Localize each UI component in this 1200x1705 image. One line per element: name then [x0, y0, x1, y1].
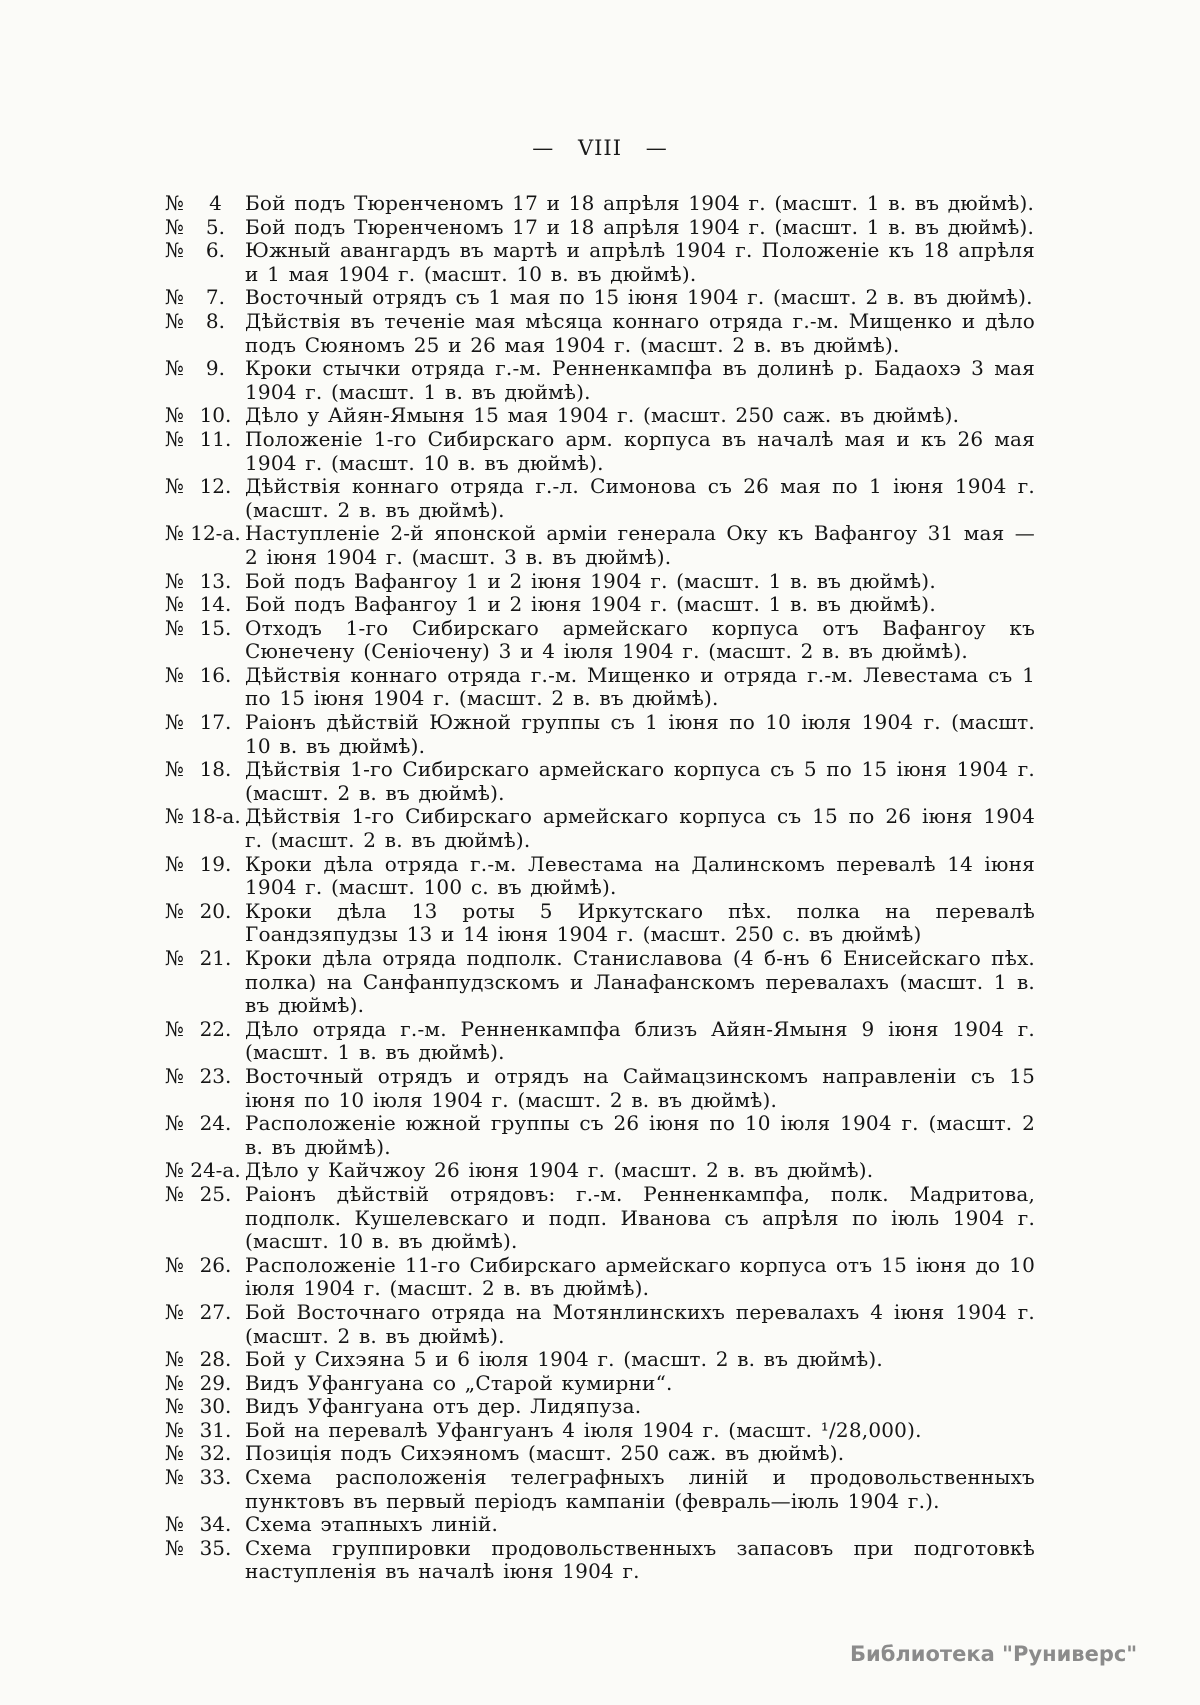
item-text: Дѣло у Кайчжоу 26 іюня 1904 г. (масшт. 2 в. въ дюймѣ).: [245, 1158, 874, 1183]
list-item: [165, 947, 1035, 1018]
item-number-cell: [165, 1112, 245, 1136]
item-number-cell: [165, 216, 245, 240]
list-item: [165, 475, 1035, 522]
item-number-cell: [165, 1301, 245, 1325]
numero-sign: №: [165, 1465, 184, 1490]
numero-sign: №: [165, 1299, 184, 1324]
item-number-cell: [165, 1466, 245, 1490]
item-number-cell: [165, 357, 245, 381]
list-item: [165, 1301, 1035, 1348]
list-item: [165, 286, 1035, 310]
item-text: Бой подъ Тюренченомъ 17 и 18 апрѣля 1904 г. (масшт. 1 в. въ дюймѣ).: [245, 214, 1035, 239]
item-number-cell: [165, 1537, 245, 1561]
item-text: Схема этапныхъ линій.: [245, 1512, 499, 1537]
list-item: [165, 570, 1035, 594]
item-text: Бой на перевалѣ Уфангуанъ 4 іюля 1904 г. (масшт. ¹/28,000).: [245, 1417, 922, 1442]
list-item: [165, 216, 1035, 240]
list-item: [165, 1442, 1035, 1466]
numero-sign: №: [165, 308, 184, 333]
item-text: Видъ Уфангуана отъ дер. Лидяпуза.: [245, 1394, 642, 1419]
list-item: [165, 192, 1035, 216]
item-number: 32.: [199, 1441, 232, 1466]
numero-sign: №: [165, 1417, 184, 1442]
item-text: Дѣйствія коннаго отряда г.-л. Симонова съ 26 мая по 1 іюня 1904 г. (масшт. 2 в. въ дюймѣ).: [245, 474, 1035, 522]
item-text: Бой Восточнаго отряда на Мотянлинскихъ перевалахъ 4 іюня 1904 г. (масшт. 2 в. въ дюймѣ).: [245, 1299, 1035, 1348]
item-text: Видъ Уфангуана со „Старой кумирни“.: [245, 1370, 673, 1395]
item-number: 7.: [205, 285, 226, 310]
list-item: [165, 1183, 1035, 1254]
item-text: Схема расположенія телеграфныхъ линій и продовольственныхъ пунктовъ въ первый періодъ кампаніи (февраль—іюль 1904 г.).: [245, 1465, 1035, 1513]
item-number-cell: [165, 1419, 245, 1443]
list-item: [165, 711, 1035, 758]
item-number-cell: [165, 947, 245, 971]
item-number-cell: [165, 286, 245, 310]
item-text: Схема группировки продовольственныхъ запасовъ при подготовкѣ наступленія въ началѣ іюня 1904 г.: [245, 1535, 1035, 1584]
item-number-cell: [165, 1159, 245, 1183]
numero-sign: №: [165, 1370, 184, 1395]
numero-sign: №: [165, 757, 184, 782]
item-number: 25.: [199, 1181, 232, 1206]
numero-sign: №: [165, 592, 184, 617]
numero-sign: №: [165, 1063, 184, 1088]
item-number: 31.: [199, 1417, 232, 1442]
item-number: 13.: [199, 568, 232, 593]
item-text: Бой у Сихэяна 5 и 6 іюля 1904 г. (масшт. 2 в. въ дюймѣ).: [245, 1347, 883, 1372]
item-text: Кроки стычки отряда г.-м. Ренненкампфа въ долинѣ р. Бадаохэ 3 мая 1904 г. (масшт. 1 в. въ дюймѣ).: [245, 356, 1035, 404]
numero-sign: №: [165, 568, 184, 593]
list-item: [165, 1513, 1035, 1537]
item-text: Восточный отрядъ и отрядъ на Саймацзинскомъ направленіи съ 15 іюня по 10 іюля 1904 г. (масшт. 2 в. въ дюймѣ).: [245, 1063, 1035, 1112]
list-item: [165, 404, 1035, 428]
item-number-cell: [165, 853, 245, 877]
item-number: 15.: [199, 615, 232, 640]
item-number: 33.: [199, 1465, 232, 1490]
item-number-cell: [165, 1372, 245, 1396]
list-item: [165, 1466, 1035, 1513]
item-number: 34.: [199, 1512, 232, 1537]
numero-sign: №: [165, 1252, 184, 1277]
item-number: 8.: [205, 308, 226, 333]
item-text: Бой подъ Тюренченомъ 17 и 18 апрѣля 1904 г. (масшт. 1 в. въ дюймѣ).: [245, 191, 1035, 215]
numero-sign: №: [165, 1441, 184, 1466]
numero-sign: №: [165, 710, 184, 735]
item-number: 5.: [205, 214, 226, 239]
list-item: [165, 1537, 1035, 1584]
item-number-cell: [165, 1513, 245, 1537]
item-text: Наступленіе 2-й японской арміи генерала Оку къ Вафангоу 31 мая — 2 іюня 1904 г. (масшт. 3 в. въ дюймѣ).: [245, 521, 1035, 569]
item-number: 18-а.: [190, 804, 241, 829]
item-number: 4: [209, 191, 222, 215]
item-number-cell: [165, 805, 245, 829]
item-number-cell: [165, 522, 245, 546]
list-item: [165, 758, 1035, 805]
list-item: [165, 1018, 1035, 1065]
numero-sign: №: [165, 521, 184, 546]
item-number: 28.: [199, 1347, 232, 1372]
item-number: 29.: [199, 1370, 232, 1395]
numero-sign: №: [165, 238, 184, 263]
numero-sign: №: [165, 1394, 184, 1419]
numero-sign: №: [165, 946, 184, 970]
item-number: 6.: [205, 238, 226, 263]
item-number-cell: [165, 428, 245, 452]
item-number: 14.: [199, 592, 232, 617]
library-watermark: Библиотека "Руниверс": [850, 1642, 1138, 1666]
list-item: [165, 900, 1035, 947]
numero-sign: №: [165, 214, 184, 239]
list-item: [165, 310, 1035, 357]
item-text: Расположеніе южной группы съ 26 іюня по 10 іюля 1904 г. (масшт. 2 в. въ дюймѣ).: [245, 1111, 1035, 1159]
page-number: — VIII —: [532, 136, 668, 160]
item-number-cell: [165, 404, 245, 428]
item-number: 19.: [199, 851, 232, 876]
numero-sign: №: [165, 1158, 184, 1183]
item-number-cell: [165, 475, 245, 499]
item-number-cell: [165, 758, 245, 782]
item-number-cell: [165, 570, 245, 594]
item-number: 11.: [199, 426, 232, 451]
item-number-cell: [165, 310, 245, 334]
item-number: 27.: [199, 1299, 232, 1324]
item-number: 10.: [199, 403, 232, 428]
item-text: Раіонъ дѣйствій отрядовъ: г.-м. Ренненкампфа, полк. Мадритова, подполк. Кушелевскаго и подп. Иванова съ апрѣля по іюль 1904 г. (масшт. 10 в. въ дюймѣ).: [245, 1181, 1035, 1254]
numero-sign: №: [165, 1181, 184, 1206]
list-item: [165, 1159, 1035, 1183]
item-text: Кроки дѣла отряда г.-м. Левестама на Далинскомъ перевалѣ 14 іюня 1904 г. (масшт. 100 с. въ дюймѣ).: [245, 851, 1035, 900]
item-number-cell: [165, 1348, 245, 1372]
item-text: Расположеніе 11-го Сибирскаго армейскаго корпуса отъ 15 іюня до 10 іюля 1904 г. (масшт. 2 в. въ дюймѣ).: [245, 1252, 1035, 1301]
list-item: [165, 239, 1035, 286]
item-number: 26.: [199, 1252, 232, 1277]
list-item: [165, 428, 1035, 475]
item-text: Дѣйствія въ теченіе мая мѣсяца коннаго отряда г.-м. Мищенко и дѣло подъ Сюяномъ 25 и 26 мая 1904 г. (масшт. 2 в. въ дюймѣ).: [245, 308, 1035, 357]
item-number: 35.: [199, 1535, 232, 1560]
list-item: [165, 1348, 1035, 1372]
map-index-list: [165, 192, 1035, 1584]
numero-sign: №: [165, 191, 184, 215]
list-item: [165, 1372, 1035, 1396]
item-text: Позиція подъ Сихэяномъ (масшт. 250 саж. въ дюймѣ).: [245, 1441, 845, 1466]
item-number: 24-а.: [190, 1158, 241, 1183]
item-number-cell: [165, 900, 245, 924]
item-text: Бой подъ Вафангоу 1 и 2 іюня 1904 г. (масшт. 1 в. въ дюймѣ).: [245, 568, 936, 593]
numero-sign: №: [165, 1512, 184, 1537]
item-number-cell: [165, 593, 245, 617]
numero-sign: №: [165, 804, 184, 829]
item-number: 16.: [199, 662, 232, 687]
list-item: [165, 357, 1035, 404]
list-item: [165, 1419, 1035, 1443]
item-number-cell: [165, 664, 245, 688]
numero-sign: №: [165, 1535, 184, 1560]
item-number-cell: [165, 617, 245, 641]
item-text: Раіонъ дѣйствій Южной группы съ 1 іюня по 10 іюля 1904 г. (масшт. 10 в. въ дюймѣ).: [245, 710, 1035, 758]
item-number-cell: [165, 1183, 245, 1207]
list-item: [165, 1112, 1035, 1159]
list-item: [165, 1065, 1035, 1112]
item-number-cell: [165, 1254, 245, 1278]
numero-sign: №: [165, 662, 184, 687]
item-number: 22.: [199, 1016, 232, 1041]
item-number: 21.: [199, 946, 232, 970]
item-number-cell: [165, 711, 245, 735]
numero-sign: №: [165, 898, 184, 923]
list-item: [165, 1395, 1035, 1419]
numero-sign: №: [165, 474, 184, 499]
item-text: Кроки дѣла 13 роты 5 Иркутскаго пѣх. полка на перевалѣ Гоандзяпудзы 13 и 14 іюня 1904 г. (масшт. 250 с. въ дюймѣ): [245, 898, 1035, 947]
list-item: [165, 664, 1035, 711]
numero-sign: №: [165, 403, 184, 428]
numero-sign: №: [165, 1016, 184, 1041]
item-text: Бой подъ Вафангоу 1 и 2 іюня 1904 г. (масшт. 1 в. въ дюймѣ).: [245, 592, 936, 617]
numero-sign: №: [165, 1347, 184, 1372]
list-item: [165, 805, 1035, 852]
item-text: Дѣло у Айян-Ямыня 15 мая 1904 г. (масшт. 250 саж. въ дюймѣ).: [245, 403, 960, 428]
numero-sign: №: [165, 285, 184, 310]
list-item: [165, 617, 1035, 664]
numero-sign: №: [165, 426, 184, 451]
list-item: [165, 1254, 1035, 1301]
item-number-cell: [165, 239, 245, 263]
list-item: [165, 853, 1035, 900]
item-number: 12-а.: [190, 521, 241, 546]
item-number-cell: [165, 1018, 245, 1042]
item-number: 18.: [199, 757, 232, 782]
list-item: [165, 522, 1035, 569]
item-number-cell: [165, 1395, 245, 1419]
item-number: 9.: [205, 356, 226, 381]
item-text: Дѣло отряда г.-м. Ренненкампфа близъ Айян-Ямыня 9 іюня 1904 г. (масшт. 1 в. въ дюймѣ).: [245, 1016, 1035, 1065]
item-number: 12.: [199, 474, 232, 499]
numero-sign: №: [165, 1111, 184, 1136]
item-text: Отходъ 1-го Сибирскаго армейскаго корпуса отъ Вафангоу къ Сюнечену (Сеніочену) 3 и 4 іюля 1904 г. (масшт. 2 в. въ дюймѣ).: [245, 615, 1035, 664]
item-number-cell: [165, 192, 245, 216]
numero-sign: №: [165, 851, 184, 876]
item-number: 23.: [199, 1063, 232, 1088]
item-number: 17.: [199, 710, 232, 735]
item-text: Положеніе 1-го Сибирскаго арм. корпуса въ началѣ мая и къ 26 мая 1904 г. (масшт. 10 в. въ дюймѣ).: [245, 426, 1035, 475]
item-text: Восточный отрядъ съ 1 мая по 15 іюня 1904 г. (масшт. 2 в. въ дюймѣ).: [245, 285, 1033, 310]
numero-sign: №: [165, 615, 184, 640]
item-number: 24.: [199, 1111, 232, 1136]
item-number-cell: [165, 1442, 245, 1466]
item-number-cell: [165, 1065, 245, 1089]
list-item: [165, 593, 1035, 617]
item-number: 30.: [199, 1394, 232, 1419]
item-text: Дѣйствія 1-го Сибирскаго армейскаго корпуса съ 15 по 26 іюня 1904 г. (масшт. 2 в. въ дюймѣ).: [245, 804, 1035, 853]
numero-sign: №: [165, 356, 184, 381]
item-text: Южный авангардъ въ мартѣ и апрѣлѣ 1904 г. Положеніе къ 18 апрѣля и 1 мая 1904 г. (масшт. 10 в. въ дюймѣ).: [245, 238, 1035, 286]
item-text: Дѣйствія 1-го Сибирскаго армейскаго корпуса съ 5 по 15 іюня 1904 г. (масшт. 2 в. въ дюймѣ).: [245, 757, 1035, 805]
item-text: Дѣйствія коннаго отряда г.-м. Мищенко и отряда г.-м. Левестама съ 1 по 15 іюня 1904 г. (масшт. 2 в. въ дюймѣ).: [245, 662, 1035, 711]
item-text: Кроки дѣла отряда подполк. Станиславова (4 б-нъ 6 Енисейскаго пѣх. полка) на Санфанпудзскомъ и Ланафанскомъ перевалахъ (масшт. 1 в. въ дюймѣ).: [245, 946, 1035, 1018]
item-number: 20.: [199, 898, 232, 923]
